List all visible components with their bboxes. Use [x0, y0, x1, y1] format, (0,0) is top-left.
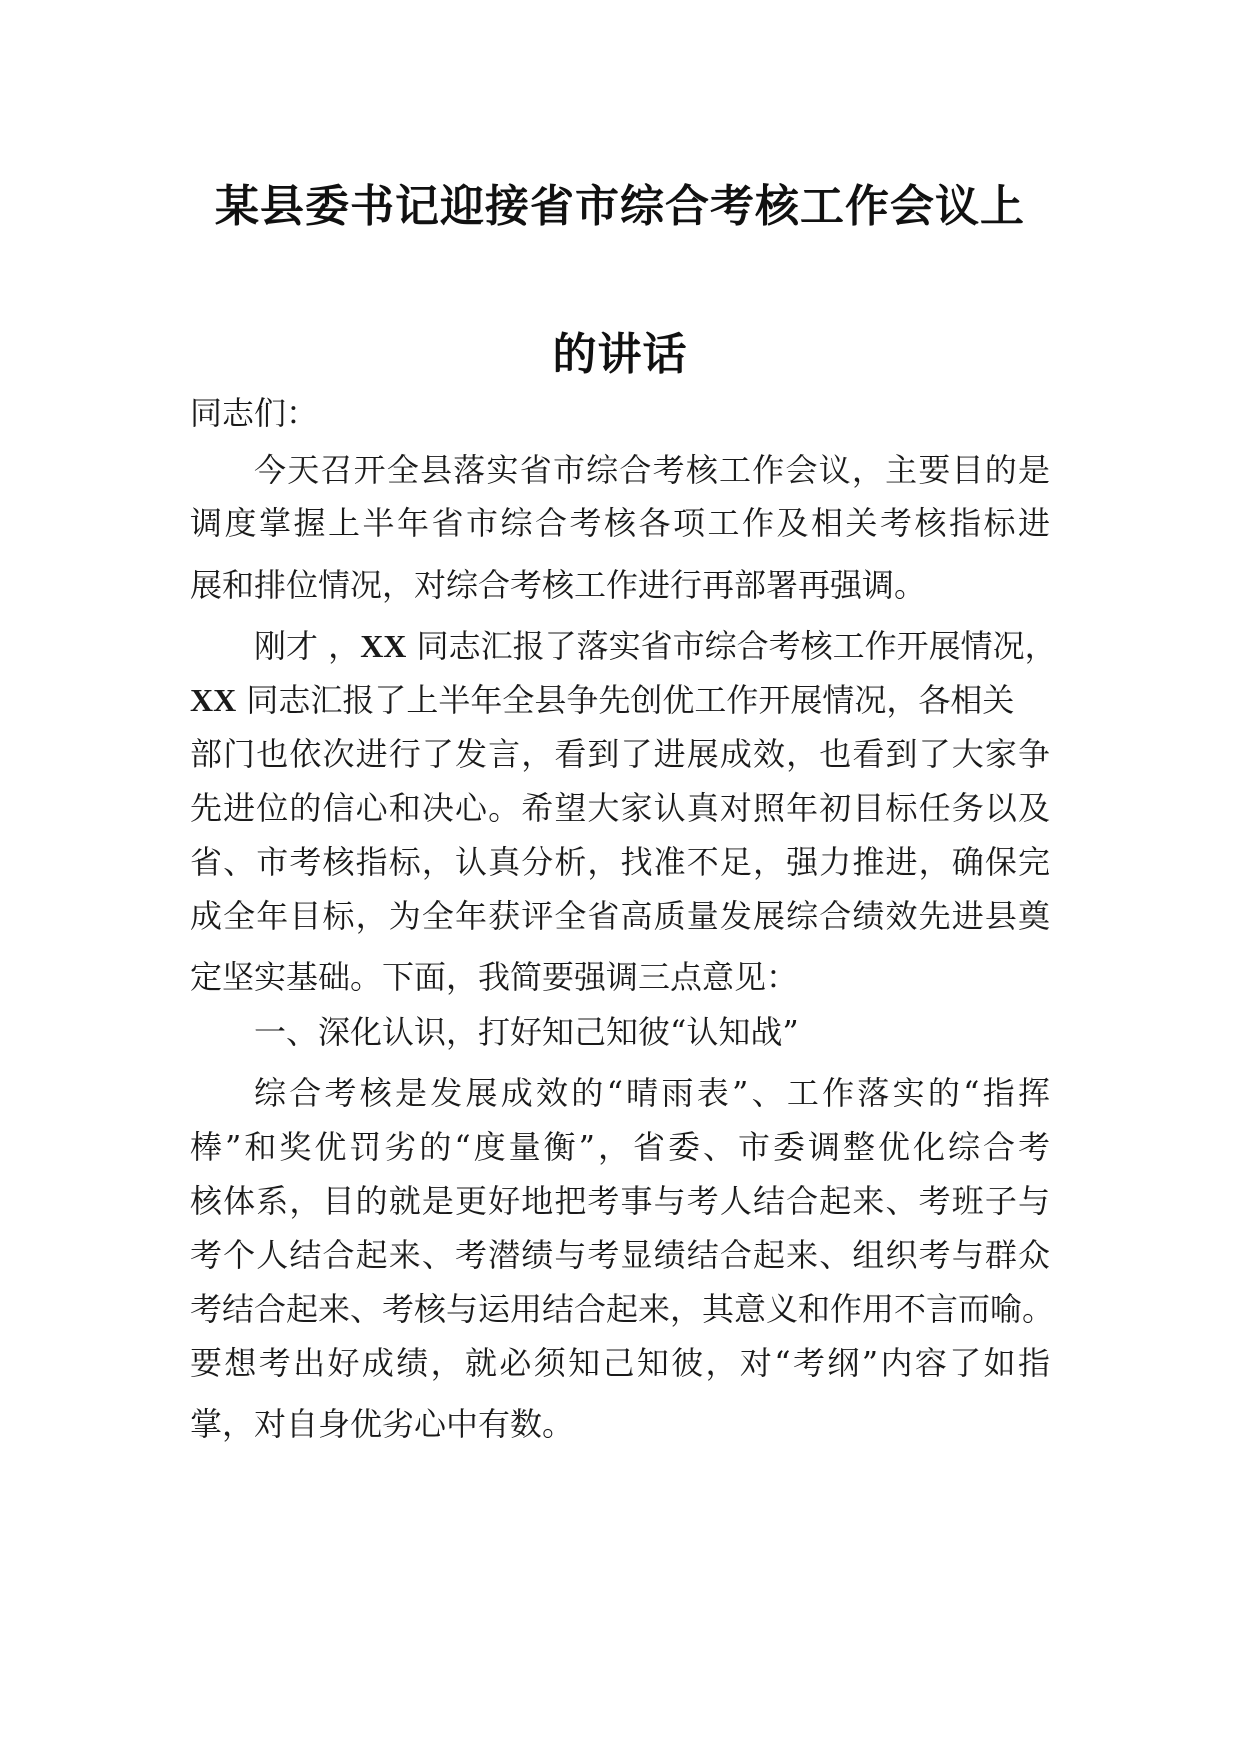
paragraph-3-line-5: 考结合起来、考核与运用结合起来，其意义和作用不言而喻。 [190, 1290, 1055, 1328]
paragraph-2-line-3: 部门也依次进行了发言，看到了进展成效，也看到了大家争 [190, 735, 1050, 773]
document-title-line-2: 的讲话 [552, 329, 688, 380]
paragraph-3-line-7: 掌，对自身优劣心中有数。 [190, 1405, 575, 1443]
text-run: 同志汇报了上半年全县争先创优工作开展情况，各相关 [236, 681, 1015, 719]
paragraph-1-line-3: 展和排位情况，对综合考核工作进行再部署再强调。 [190, 566, 927, 604]
paragraph-3-line-2: 棒”和奖优罚劣的“度量衡”，省委、市委调整优化综合考 [190, 1128, 1050, 1166]
text-run: 同志汇报了落实省市综合考核工作开展情况， [406, 627, 1057, 665]
paragraph-2-line-7: 定坚实基础。下面，我简要强调三点意见： [190, 958, 799, 996]
name-placeholder: XX [360, 628, 407, 664]
paragraph-3-line-1: 综合考核是发展成效的“晴雨表”、工作落实的“指挥 [254, 1074, 1050, 1112]
paragraph-3-line-4: 考个人结合起来、考潜绩与考显绩结合起来、组织考与群众 [190, 1236, 1050, 1274]
document-title-line-1: 某县委书记迎接省市综合考核工作会议上 [215, 181, 1025, 232]
text-run: 刚才 ， [254, 627, 361, 665]
section-heading-1: 一、深化认识，打好知己知彼“认知战” [254, 1013, 799, 1051]
name-placeholder: XX [190, 682, 237, 718]
paragraph-2-line-6: 成全年目标，为全年获评全省高质量发展综合绩效先进县奠 [190, 897, 1050, 935]
paragraph-3-line-6: 要想考出好成绩，就必须知己知彼，对“考纲”内容了如指 [190, 1344, 1050, 1382]
paragraph-3-line-3: 核体系，目的就是更好地把考事与考人结合起来、考班子与 [190, 1182, 1050, 1220]
paragraph-2-line-5: 省、市考核指标，认真分析，找准不足，强力推进，确保完 [190, 843, 1050, 881]
paragraph-1-line-2: 调度掌握上半年省市综合考核各项工作及相关考核指标进 [190, 504, 1050, 542]
paragraph-2-line-4: 先进位的信心和决心。希望大家认真对照年初目标任务以及 [190, 789, 1050, 827]
paragraph-2-line-1 [254, 626, 1057, 666]
salutation: 同志们： [190, 394, 319, 432]
paragraph-2-line-2 [190, 680, 1014, 720]
paragraph-1-line-1: 今天召开全县落实省市综合考核工作会议，主要目的是 [254, 451, 1050, 489]
